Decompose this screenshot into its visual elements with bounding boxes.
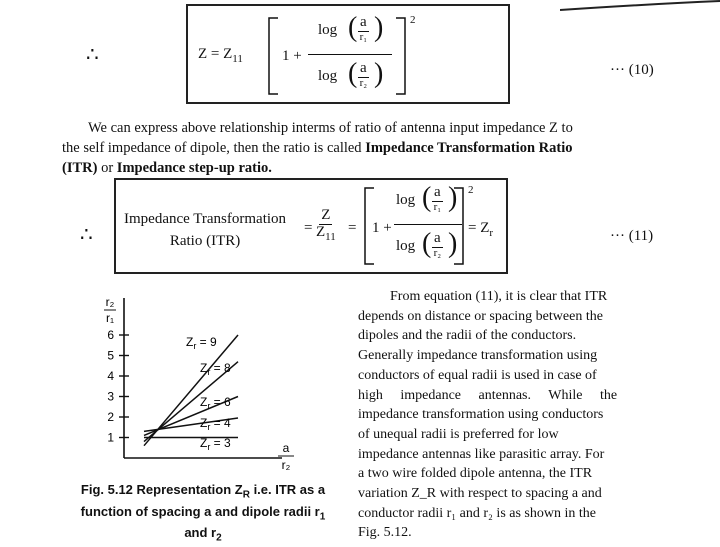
- eq10-num-log: log: [318, 22, 338, 38]
- eq11-equals-1: =: [304, 220, 313, 236]
- eq11-equals-2: =: [348, 220, 357, 236]
- series-label: $Z_r = 9$: [186, 335, 217, 351]
- eq11-z-over-z11: $\frac{Z}{Z_{11}}$: [316, 207, 336, 243]
- eq10-den-frac: a r₂: [359, 60, 368, 89]
- eq11-num-log: log: [396, 192, 416, 208]
- right-line: variation Z_R with respect to spacing a and: [358, 486, 602, 502]
- y-tick-label: 5: [107, 348, 114, 363]
- eq11-therefore: ∴: [80, 224, 93, 246]
- eq11-den-log: log: [396, 238, 416, 254]
- eq10-main-fraction-bar: [308, 54, 392, 55]
- y-tick-label: 4: [107, 369, 114, 383]
- eq10-exponent: 2: [410, 14, 416, 26]
- eq11-den-paren-close: ): [448, 228, 458, 259]
- series-label: $Z_r = 4$: [200, 416, 231, 432]
- y-tick-label: 6: [107, 328, 114, 342]
- y-tick-label: 2: [107, 410, 114, 424]
- eq10-den-paren-close: ): [374, 58, 384, 89]
- eq11-den-paren: (: [422, 228, 432, 259]
- eq10-den-paren: (: [348, 58, 358, 89]
- right-line: conductor radii r₁ and r₂ is as shown in the: [358, 505, 596, 521]
- eq10-lhs: $Z = Z_{11}$: [198, 46, 243, 65]
- caption-line-3: and $r_2$: [184, 525, 222, 544]
- figure-caption: [58, 482, 348, 547]
- right-line: Generally impedance transformation using: [358, 348, 598, 364]
- series-label: $Z_r = 3$: [200, 436, 231, 452]
- intro-line-2: the self impedance of dipole, then the ratio is called Impedance Transformation Ratio: [62, 140, 573, 156]
- eq10-number: ··· (10): [610, 62, 654, 78]
- eq11-rhs: = $Z_r$: [468, 220, 494, 239]
- eq10-num-paren-close: ): [374, 12, 384, 43]
- y-tick-label: 3: [107, 389, 114, 404]
- eq10-den-log: log: [318, 68, 338, 84]
- eq11-exponent: 2: [468, 184, 474, 196]
- right-line: impedance transformation using conductors: [358, 407, 604, 423]
- y-tick-label: 1: [107, 430, 114, 445]
- eq11-num-paren-close: ): [448, 182, 458, 213]
- right-line: of unequal radii is preferred for low: [358, 426, 559, 442]
- eq11-one-plus: 1 +: [372, 220, 392, 236]
- right-line: From equation (11), it is clear that ITR: [390, 289, 608, 304]
- eq10-one-plus: 1 +: [282, 48, 302, 64]
- x-label-bottom: r₂: [281, 458, 291, 472]
- y-label-bottom: r₁: [105, 311, 115, 325]
- right-line: high impedance antennas. While the: [358, 387, 618, 403]
- eq11-right-bracket: [452, 186, 466, 266]
- right-line: Fig. 5.12.: [358, 525, 412, 541]
- eq10-num-paren: (: [348, 12, 358, 43]
- eq10-num-frac: a r₁: [359, 14, 368, 43]
- eq10-therefore: ∴: [86, 44, 99, 66]
- eq11-num-paren: (: [422, 182, 432, 213]
- eq11-den-frac: a r₂: [433, 230, 442, 259]
- x-label-top: a: [282, 441, 290, 455]
- eq10-box: [186, 4, 510, 104]
- caption-line-2: function of spacing a and dipole radii $r_1$: [80, 503, 326, 523]
- page-corner-curve: [560, 0, 720, 14]
- right-line: conductors of equal radii is used in case of: [358, 367, 597, 383]
- eq11-label: Impedance Transformation Ratio (ITR): [124, 211, 287, 249]
- right-column-text: [358, 287, 713, 543]
- intro-paragraph: [62, 118, 702, 178]
- right-line: depends on distance or spacing between the: [358, 308, 603, 324]
- eq10-right-bracket: [394, 16, 408, 96]
- eq11-number: ··· (11): [610, 228, 654, 244]
- itr-chart: [96, 288, 312, 474]
- series-label: $Z_r = 6$: [200, 395, 231, 411]
- eq11-num-frac: a r₁: [433, 184, 442, 213]
- intro-line-3: (ITR) or Impedance step-up ratio.: [62, 160, 272, 176]
- caption-line-1: Fig. 5.12 Representation $Z_R$ i.e. ITR as a: [80, 482, 326, 501]
- series-label: $Z_r = 8$: [200, 361, 231, 377]
- eq10-left-bracket: [266, 16, 280, 96]
- intro-line-1: We can express above relationship interms of ratio of antenna input impedance Z to: [88, 120, 573, 136]
- right-line: dipoles and the radii of the conductors.: [358, 328, 577, 344]
- right-line: impedance antennas like parasitic array. For: [358, 446, 605, 462]
- y-label-top: r₂: [105, 295, 115, 309]
- eq11-box: [114, 178, 508, 274]
- right-line: a two wire folded dipole antenna, the ITR: [358, 466, 593, 482]
